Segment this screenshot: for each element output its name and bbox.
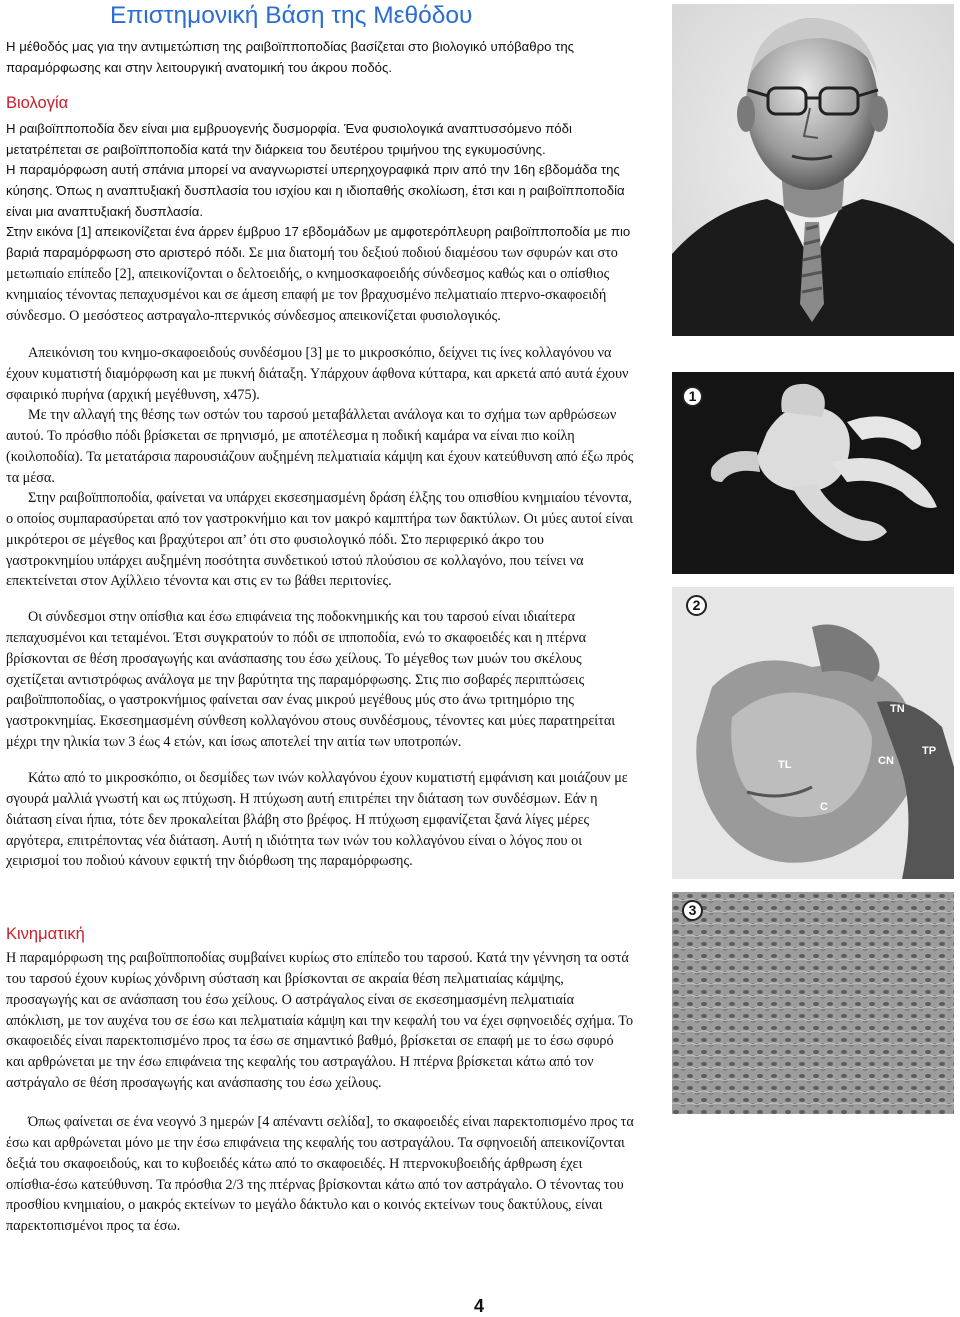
section-title-biology: Βιολογία bbox=[6, 94, 69, 112]
figure-1-fetus-photo bbox=[672, 372, 954, 574]
kinematics-paragraph-2: Όπως φαίνεται σε ένα νεογνό 3 ημερών [4 απέναντι σελίδα], το σκαφοειδές είναι παρεκτοπισμένο προς τα έσω και αρθρώνεται μόνο με την έσω επιφάνεια της κεφαλής του αστραγάλου. Τα σφηνοειδή απεικονίζονται δεξιά του σκαφοειδούς, και το κυβοειδές κάτω από το σκαφοειδές. Η πτερνοκυβοειδής άρθρωση έχει οπίσθια-έσω κατεύθυνση. Τα πρόσθια 2/3 της πτέρνας βρίσκονται κάτω από τον αστράγαλο. Ο τένοντας του προσθίου κνημιαίου, ο μακρός εκτείνων το μεγάλο δάκτυλο και ο κοινός εκτείνων τους δακτύλους, είναι παρεκτοπισμένοι προς τα έσω. bbox=[6, 1114, 634, 1235]
figure-3-number: 3 bbox=[682, 900, 703, 921]
biology-paragraph-4: Με την αλλαγή της θέσης των οστών του ταρσού μεταβάλλεται ανάλογα και το σχήμα των αρθρώσεων αυτού. Το πρόσθιο πόδι βρίσκεται σε πρηνισμό, με αποτέλεσμα η ποδική καμάρα να είναι πιο κοίλη (κοιλοποδία). Τα μετατάρσια παρουσιάζουν αυξημένη πελματιαία κάμψη και έχουν κατεύθυνση από έξω πρός τα μέσα. bbox=[6, 407, 634, 486]
biology-paragraph-2 bbox=[6, 222, 634, 326]
tissue-label-c: C bbox=[820, 801, 828, 813]
biology-paragraph-5: Στην ραιβοϊπποποδία, φαίνεται να υπάρχει εκσεσημασμένη δράση έλξης του οπισθίου κνημιαίου τένοντα, ο οποίος συμπαρασύρεται από τον γαστροκνήμιο και τον μακρό καμπτήρα των δακτύλων. Οι μύες αυτοί είναι μικρότεροι σε μέγεθος και βραχύτεροι απ’ ότι στο φυσιολογικό πόδι. Στο περιφερικό άκρο του γαστροκνημίου υπάρχει αυξημένη ποσότητα συνδετικού ιστού πλούσιου σε κολλαγόνο, που τείνει να επεκτείνεται στον Αχίλλειο τένοντα και στις εν τω βάθει περιτονίες. bbox=[6, 490, 633, 590]
page-title: Επιστημονική Βάση της Μεθόδου bbox=[110, 2, 473, 29]
tissue-label-tl: TL bbox=[778, 759, 792, 771]
intro-paragraph: Η μέθοδός μας για την αντιμετώπιση της ραιβοϊπποποδίας βασίζεται στο βιολογικό υπόβαθρο της παραμόρφωσης και στην λειτουργική ανατομική του άκρου ποδός. bbox=[6, 39, 575, 75]
figure-2-number: 2 bbox=[686, 595, 707, 616]
section-title-kinematics: Κινηματική bbox=[6, 925, 85, 943]
tissue-label-tn: TN bbox=[890, 703, 905, 715]
biology-paragraph-1: Η ραιβοϊπποποδία δεν είναι μια εμβρυογενής δυσμορφία. Ένα φυσιολογικά αναπτυσσόμενο πόδι μετατρέπεται σε ραιβοϊπποποδία κατά την διάρκεια του δευτέρου τριμήνου της εγκυμοσύνης. bbox=[6, 121, 572, 157]
biology-paragraph-1-cont: Η παραμόρφωση αυτή σπάνια μπορεί να αναγνωριστεί υπερηχογραφικά πριν από την 16η εβδομάδα της κύησης. Όπως η αναπτυξιακή δυσπλασία του ισχίου και η ιδιοπαθής σκολίωση, έτσι και η ραιβοϊπποποδία είναι μια αναπτυξιακή δυσπλασία. bbox=[6, 162, 625, 219]
figure-1-number: 1 bbox=[682, 386, 703, 407]
tissue-label-cn: CN bbox=[878, 755, 894, 767]
page-number: 4 bbox=[474, 1296, 485, 1316]
figure-3-microscope-photo bbox=[672, 892, 954, 1114]
kinematics-paragraph-1: Η παραμόρφωση της ραιβοϊπποποδίας συμβαίνει κυρίως στο επίπεδο του ταρσού. Κατά την γέννηση τα οστά του ταρσού έχουν κυρίως χόνδρινη σύσταση και βρίσκονται σε ακραία θέση πελματιαίας κάμψης, προσαγωγής και σε ανάσπαση του έσω χείλους. Ο αστράγαλος είναι σε εκσεσημασμένη πελματιαία απόκλιση, με τον αυχένα του σε έσω και πελματιαία κάμψη και την κεφαλή του να έχει σφηνοειδές σχήμα. Το σκαφοειδές είναι παρεκτοπισμένο προς τα έσω σε σημαντικό βαθμό, βρίσκεται σε επαφή με το έσω σφυρό και αρθρώνεται με την έσω επιφάνεια της κεφαλής του αστραγάλου. Η πτέρνα βρίσκεται κάτω από τον αστράγαλο σε θέση προσαγωγής και ανάσπασης του έσω χείλους. bbox=[6, 950, 634, 1092]
biology-paragraph-3: Απεικόνιση του κνημο-σκαφοειδούς συνδέσμου [3] με το μικροσκόπιο, δείχνει τις ίνες κολλαγόνου να έχουν κυματιστή διαμόρφωση και με πυκνή διάταξη. Υπάρχουν άφθονα κύτταρα, και αρκετά από αυτά έχουν σφαιρικό πυρήνα (αρχική μεγέθυνση, x475). bbox=[6, 345, 629, 403]
figure-2-reference-text: Σε μια διατομή του δεξιού ποδιού διαμέσου των σφυρών και στο μετωπιαίο επίπεδο [2], απεικονίζονται ο δελτοειδής, ο κνημοσκαφοειδής σύνδεσμος καθώς και ο οπίσθιος κνημιαίος τένοντας πεπαχυσμένοι και σε άμεση επαφή με τον βραχυσμένο πελματιαίο πτερνο-σκαφοειδή σύνδεσμο. Ο μεσόστεος αστραγαλο-πτερνικός σύνδεσμος απεικονίζεται φυσιολογικός. bbox=[6, 244, 618, 324]
biology-paragraph-6: Οι σύνδεσμοι στην οπίσθια και έσω επιφάνεια της ποδοκνημικής και του ταρσού είναι ιδιαίτερα πεπαχυσμένοι και τεταμένοι. Έτσι συγκρατούν το πόδι σε ιπποποδία, ενώ το σκαφοειδές και η πτέρνα βρίσκονται σε θέση προσαγωγής και ανάσπασης του έσω χείλους. Το μέγεθος των μυών του σκέλους σχετίζεται αντιστρόφως ανάλογα με την βαρύτητα της παραμόρφωσης. Στις πιο σοβαρές περιπτώσεις ραιβοϊπποποδίας, ο γαστροκνήμιος φαίνεται σαν ένας μικρού μεγέθους μύς στο άνω τριτημόριο της γαστροκνημίας. Εκσεσημασμένη σύνθεση κολλαγόνου στους συνδέσμους, τένοντες και μύες παρατηρείται μέχρι την ηλικία των 3 έως 4 ετών, και ίσως αποτελεί την αιτία των υποτροπών. bbox=[6, 609, 616, 751]
figure-1-reference-text: Στην εικόνα [1] απεικονίζεται ένα άρρεν έμβρυο 17 εβδομάδων με αμφοτερόπλευρη ραιβοϊπποποδία με πιο βαριά παραμόρφωση στο αριστερό πόδι. bbox=[6, 224, 631, 260]
figure-2-section-photo bbox=[672, 587, 954, 879]
biology-paragraph-7: Κάτω από το μικροσκόπιο, οι δεσμίδες των ινών κολλαγόνου έχουν κυματιστή εμφάνιση και μοιάζουν με σγουρά μαλλιά γνωστή και ως πτύχωση. Η πτύχωση αυτή επιτρέπει την διάταση των συνδέσμων. Εάν η διάταση είναι ήπια, τότε δεν προκαλείται βλάβη στο βρέφος. Η πτύχωση εμφανίζεται ξανά λίγες μέρες αργότερα, επιτρέποντας νέα διάταση. Αυτή η ιδιότητα των ινών του κολλαγόνου είναι ο λόγος που οι χειρισμοί του ποδιού κάνουν εφικτή την διόρθωση της παραμόρφωσης. bbox=[6, 770, 628, 870]
tissue-label-tp: TP bbox=[922, 745, 937, 757]
portrait-photo bbox=[672, 4, 954, 336]
